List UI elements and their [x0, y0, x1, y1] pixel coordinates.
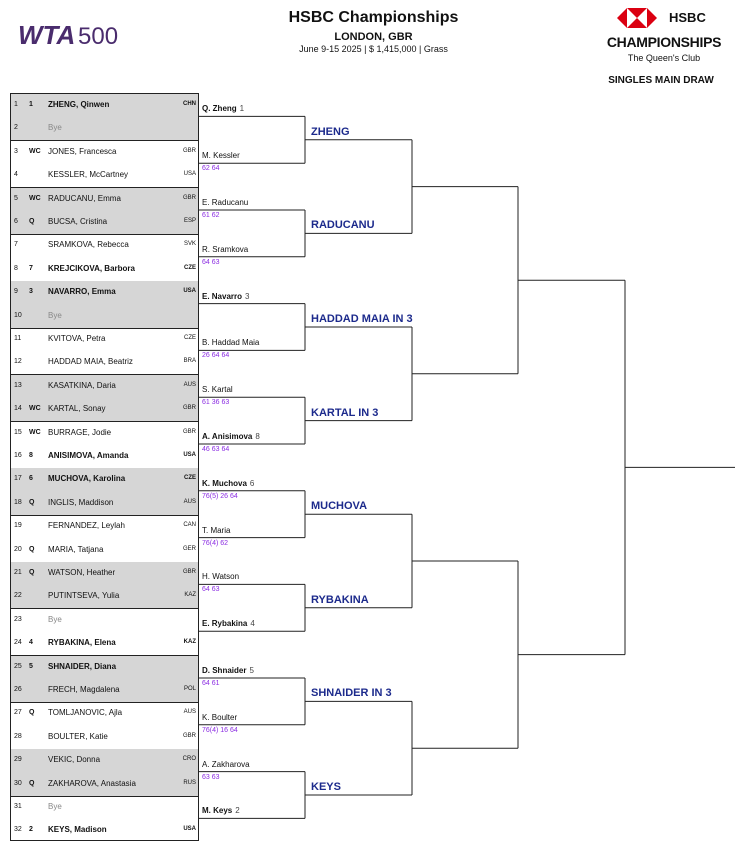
seed-label: Q	[29, 569, 35, 576]
nationality: USA	[183, 826, 196, 833]
player-name: RYBAKINA, Elena	[48, 638, 116, 648]
draw-position: 7	[14, 241, 18, 249]
player-name: SHNAIDER, Diana	[48, 661, 117, 671]
player-name: WATSON, Heather	[48, 568, 116, 577]
seed-label: 3	[29, 288, 33, 296]
seed-label: 1	[29, 101, 33, 108]
draw-position: 20	[14, 545, 22, 553]
nationality: GBR	[182, 194, 196, 201]
player-name: VEKIC, Donna	[48, 755, 101, 765]
nationality: CHN	[183, 101, 196, 107]
match-score: 64 63	[202, 258, 220, 266]
round1-player-name: A. Zakharova	[202, 759, 250, 769]
round2-winner: RADUCANU	[311, 219, 375, 232]
player-name: MARIA, Tatjana	[48, 544, 104, 554]
nationality: KAZ	[183, 639, 196, 646]
player-name: INGLIS, Maddison	[48, 497, 114, 507]
draw-position: 22	[14, 592, 22, 600]
player-name: KVITOVA, Petra	[48, 334, 106, 343]
round1-player-name: R. Sramkova	[202, 244, 249, 254]
nationality: RUS	[183, 779, 196, 786]
nationality: AUS	[183, 709, 196, 716]
draw-position: 1	[14, 101, 18, 108]
match-score: 64 63	[202, 586, 220, 594]
seed-label: 5	[29, 662, 33, 670]
round1-player-name: K. Boulter	[202, 712, 238, 722]
venue-text: The Queen's Club	[627, 53, 701, 63]
round2-winner: SHNAIDER IN 3	[311, 687, 392, 700]
draw-position: 3	[14, 147, 18, 155]
round2-winner: MUCHOVA	[311, 500, 368, 513]
draw-position: 14	[14, 405, 22, 413]
hsbc-championships-text: CHAMPIONSHIPS	[606, 34, 722, 50]
match-score: 61 36 63	[202, 399, 230, 407]
draw-position: 2	[14, 124, 18, 132]
nationality: SVK	[183, 241, 196, 248]
round1-player	[202, 479, 254, 488]
round1-player-name: S. Kartal	[202, 385, 233, 395]
round1-player	[202, 666, 254, 675]
round1-seed: 1	[239, 104, 245, 114]
round1-player	[202, 338, 259, 347]
seed-label: Q	[29, 218, 35, 225]
round1-seed: 6	[249, 478, 255, 488]
nationality: GER	[182, 545, 196, 552]
draw-position: 4	[14, 171, 18, 179]
player-name: Bye	[48, 123, 62, 133]
player-name: JONES, Francesca	[48, 146, 117, 156]
player-name: SRAMKOVA, Rebecca	[48, 240, 129, 250]
seed-label: Q	[29, 498, 35, 506]
player-name: TOMLJANOVIC, Ajla	[48, 708, 123, 718]
nationality: GBR	[182, 405, 196, 412]
round1-player-name: A. Anisimova	[202, 432, 253, 441]
seed-label: 7	[29, 264, 33, 272]
event-title: HSBC Championships	[288, 9, 459, 26]
seed-label: Q	[29, 545, 35, 553]
seed-label: Q	[29, 779, 35, 787]
seed-label: 8	[29, 452, 33, 459]
seed-label: WC	[29, 428, 41, 436]
draw-position: 6	[14, 218, 18, 225]
seed-label: 6	[29, 475, 33, 483]
draw-position: 28	[14, 732, 22, 740]
draw-position: 15	[14, 428, 22, 436]
match-score: 61 62	[202, 212, 220, 219]
match-score: 26 64 64	[202, 352, 230, 360]
round2-winner: RYBAKINA	[311, 593, 369, 606]
nationality: GBR	[182, 569, 196, 575]
player-name: ZAKHAROVA, Anastasia	[48, 778, 136, 788]
hsbc-brand-text: HSBC	[669, 10, 706, 25]
nationality: CZE	[184, 335, 196, 341]
round1-player	[202, 572, 239, 581]
seed-label: WC	[29, 147, 41, 155]
round1-player	[202, 806, 240, 815]
player-name: ZHENG, Qinwen	[48, 100, 110, 109]
nationality: CZE	[184, 475, 196, 482]
match-score: 63 63	[202, 773, 220, 781]
player-name: FRECH, Magdalena	[48, 685, 120, 694]
draw-position: 9	[14, 288, 18, 296]
round1-player	[202, 151, 240, 160]
round2-winner: KEYS	[311, 781, 341, 793]
wta-tier-text: 500	[78, 23, 118, 50]
event-city: LONDON, GBR	[334, 31, 413, 43]
nationality: USA	[183, 452, 196, 458]
round1-player-name: Q. Zheng	[202, 104, 237, 114]
round1-player	[202, 245, 248, 254]
match-score: 76(4) 62	[202, 539, 229, 547]
draw-position: 8	[14, 264, 18, 272]
draw-position: 19	[14, 522, 22, 530]
match-score: 62 64	[202, 165, 220, 173]
player-name: BURRAGE, Jodie	[48, 427, 112, 437]
player-name: BUCSA, Cristina	[48, 217, 108, 226]
nationality: AUS	[183, 381, 196, 388]
nationality: USA	[183, 288, 196, 295]
round1-player-name: H. Watson	[202, 572, 240, 582]
round1-player	[202, 526, 230, 535]
round1-player-name: K. Muchova	[202, 478, 247, 488]
seed-label: 4	[29, 639, 33, 647]
seed-label: WC	[29, 194, 41, 202]
nationality: AUS	[183, 498, 196, 505]
match-score: 64 61	[202, 680, 220, 687]
player-name: Bye	[48, 310, 62, 320]
seed-label: WC	[29, 405, 41, 413]
nationality: CZE	[184, 264, 196, 271]
draw-position: 16	[14, 452, 22, 459]
round1-player	[202, 619, 255, 628]
round1-player-name: M. Kessler	[202, 151, 240, 161]
round1-player-name: D. Shnaider	[202, 666, 247, 675]
round1-player	[202, 760, 250, 769]
round1-seed: 4	[250, 619, 255, 629]
player-name: KARTAL, Sonay	[48, 404, 106, 414]
draw-position: 11	[14, 335, 22, 342]
draw-position: 24	[14, 639, 22, 647]
draw-position: 29	[14, 756, 22, 764]
nationality: GBR	[182, 428, 196, 435]
seed-label: 2	[29, 826, 33, 834]
round2-winner: ZHENG	[311, 125, 350, 138]
nationality: BRA	[183, 358, 196, 365]
round1-player	[202, 198, 248, 207]
event-info: June 9-15 2025 | $ 1,415,000 | Grass	[299, 44, 448, 54]
player-name: BOULTER, Katie	[48, 731, 108, 741]
nationality: KAZ	[184, 592, 196, 599]
round1-seed: 2	[235, 806, 240, 816]
player-name: NAVARRO, Emma	[48, 287, 116, 297]
round1-seed: 3	[245, 291, 250, 301]
player-name: HADDAD MAIA, Beatriz	[48, 357, 133, 367]
draw-position: 25	[14, 662, 22, 670]
draw-position: 12	[14, 358, 22, 366]
round1-player	[202, 385, 233, 394]
round2-winner: HADDAD MAIA IN 3	[311, 313, 413, 325]
nationality: CRO	[182, 756, 196, 763]
draw-position: 21	[14, 569, 22, 576]
round1-player-name: T. Maria	[202, 525, 231, 535]
draw-title: SINGLES MAIN DRAW	[608, 75, 714, 86]
draw-position: 31	[14, 803, 22, 810]
match-score: 76(4) 16 64	[202, 726, 238, 734]
draw-position: 30	[14, 779, 22, 787]
player-name: KASATKINA, Daria	[48, 380, 116, 390]
wta-logo-text: WTA	[18, 20, 76, 50]
draw-position: 23	[14, 615, 22, 623]
nationality: POL	[183, 686, 196, 692]
draw-position: 5	[14, 194, 18, 202]
nationality: GBR	[182, 147, 196, 154]
seed-label: Q	[29, 709, 35, 717]
player-name: Bye	[48, 614, 62, 624]
player-name: ANISIMOVA, Amanda	[48, 451, 129, 460]
round1-player-name: B. Haddad Maia	[202, 338, 260, 348]
nationality: ESP	[183, 218, 196, 224]
round1-player-name: E. Rybakina	[202, 619, 248, 629]
round1-player-name: M. Keys	[202, 806, 233, 816]
player-name: KESSLER, McCartney	[48, 170, 129, 180]
round1-seed: 5	[249, 666, 254, 675]
nationality: CAN	[183, 522, 196, 529]
draw-position: 13	[14, 381, 22, 389]
round1-player	[202, 104, 244, 113]
draw-position: 17	[14, 475, 22, 483]
nationality: USA	[183, 171, 196, 178]
draw-position: 18	[14, 498, 22, 506]
player-name: KEYS, Madison	[48, 825, 107, 835]
player-name: RADUCANU, Emma	[48, 193, 121, 203]
match-score: 46 63 64	[202, 446, 230, 453]
round2-winner: KARTAL IN 3	[311, 406, 379, 419]
player-name: FERNANDEZ, Leylah	[48, 521, 125, 531]
round1-player	[202, 713, 237, 722]
round1-seed: 8	[255, 432, 260, 441]
round1-player-name: E. Navarro	[202, 291, 243, 301]
round1-player-name: E. Raducanu	[202, 198, 249, 207]
nationality: GBR	[182, 732, 196, 739]
player-name: MUCHOVA, Karolina	[48, 474, 126, 484]
round1-player	[202, 432, 260, 441]
draw-position: 27	[14, 709, 22, 717]
match-score: 76(5) 26 64	[202, 492, 238, 500]
player-name: Bye	[48, 802, 62, 811]
draw-position: 32	[14, 826, 22, 834]
player-name: PUTINTSEVA, Yulia	[48, 591, 120, 601]
round1-player	[202, 292, 249, 301]
draw-position: 26	[14, 686, 22, 693]
draw-position: 10	[14, 311, 22, 319]
player-name: KREJCIKOVA, Barbora	[48, 263, 135, 273]
